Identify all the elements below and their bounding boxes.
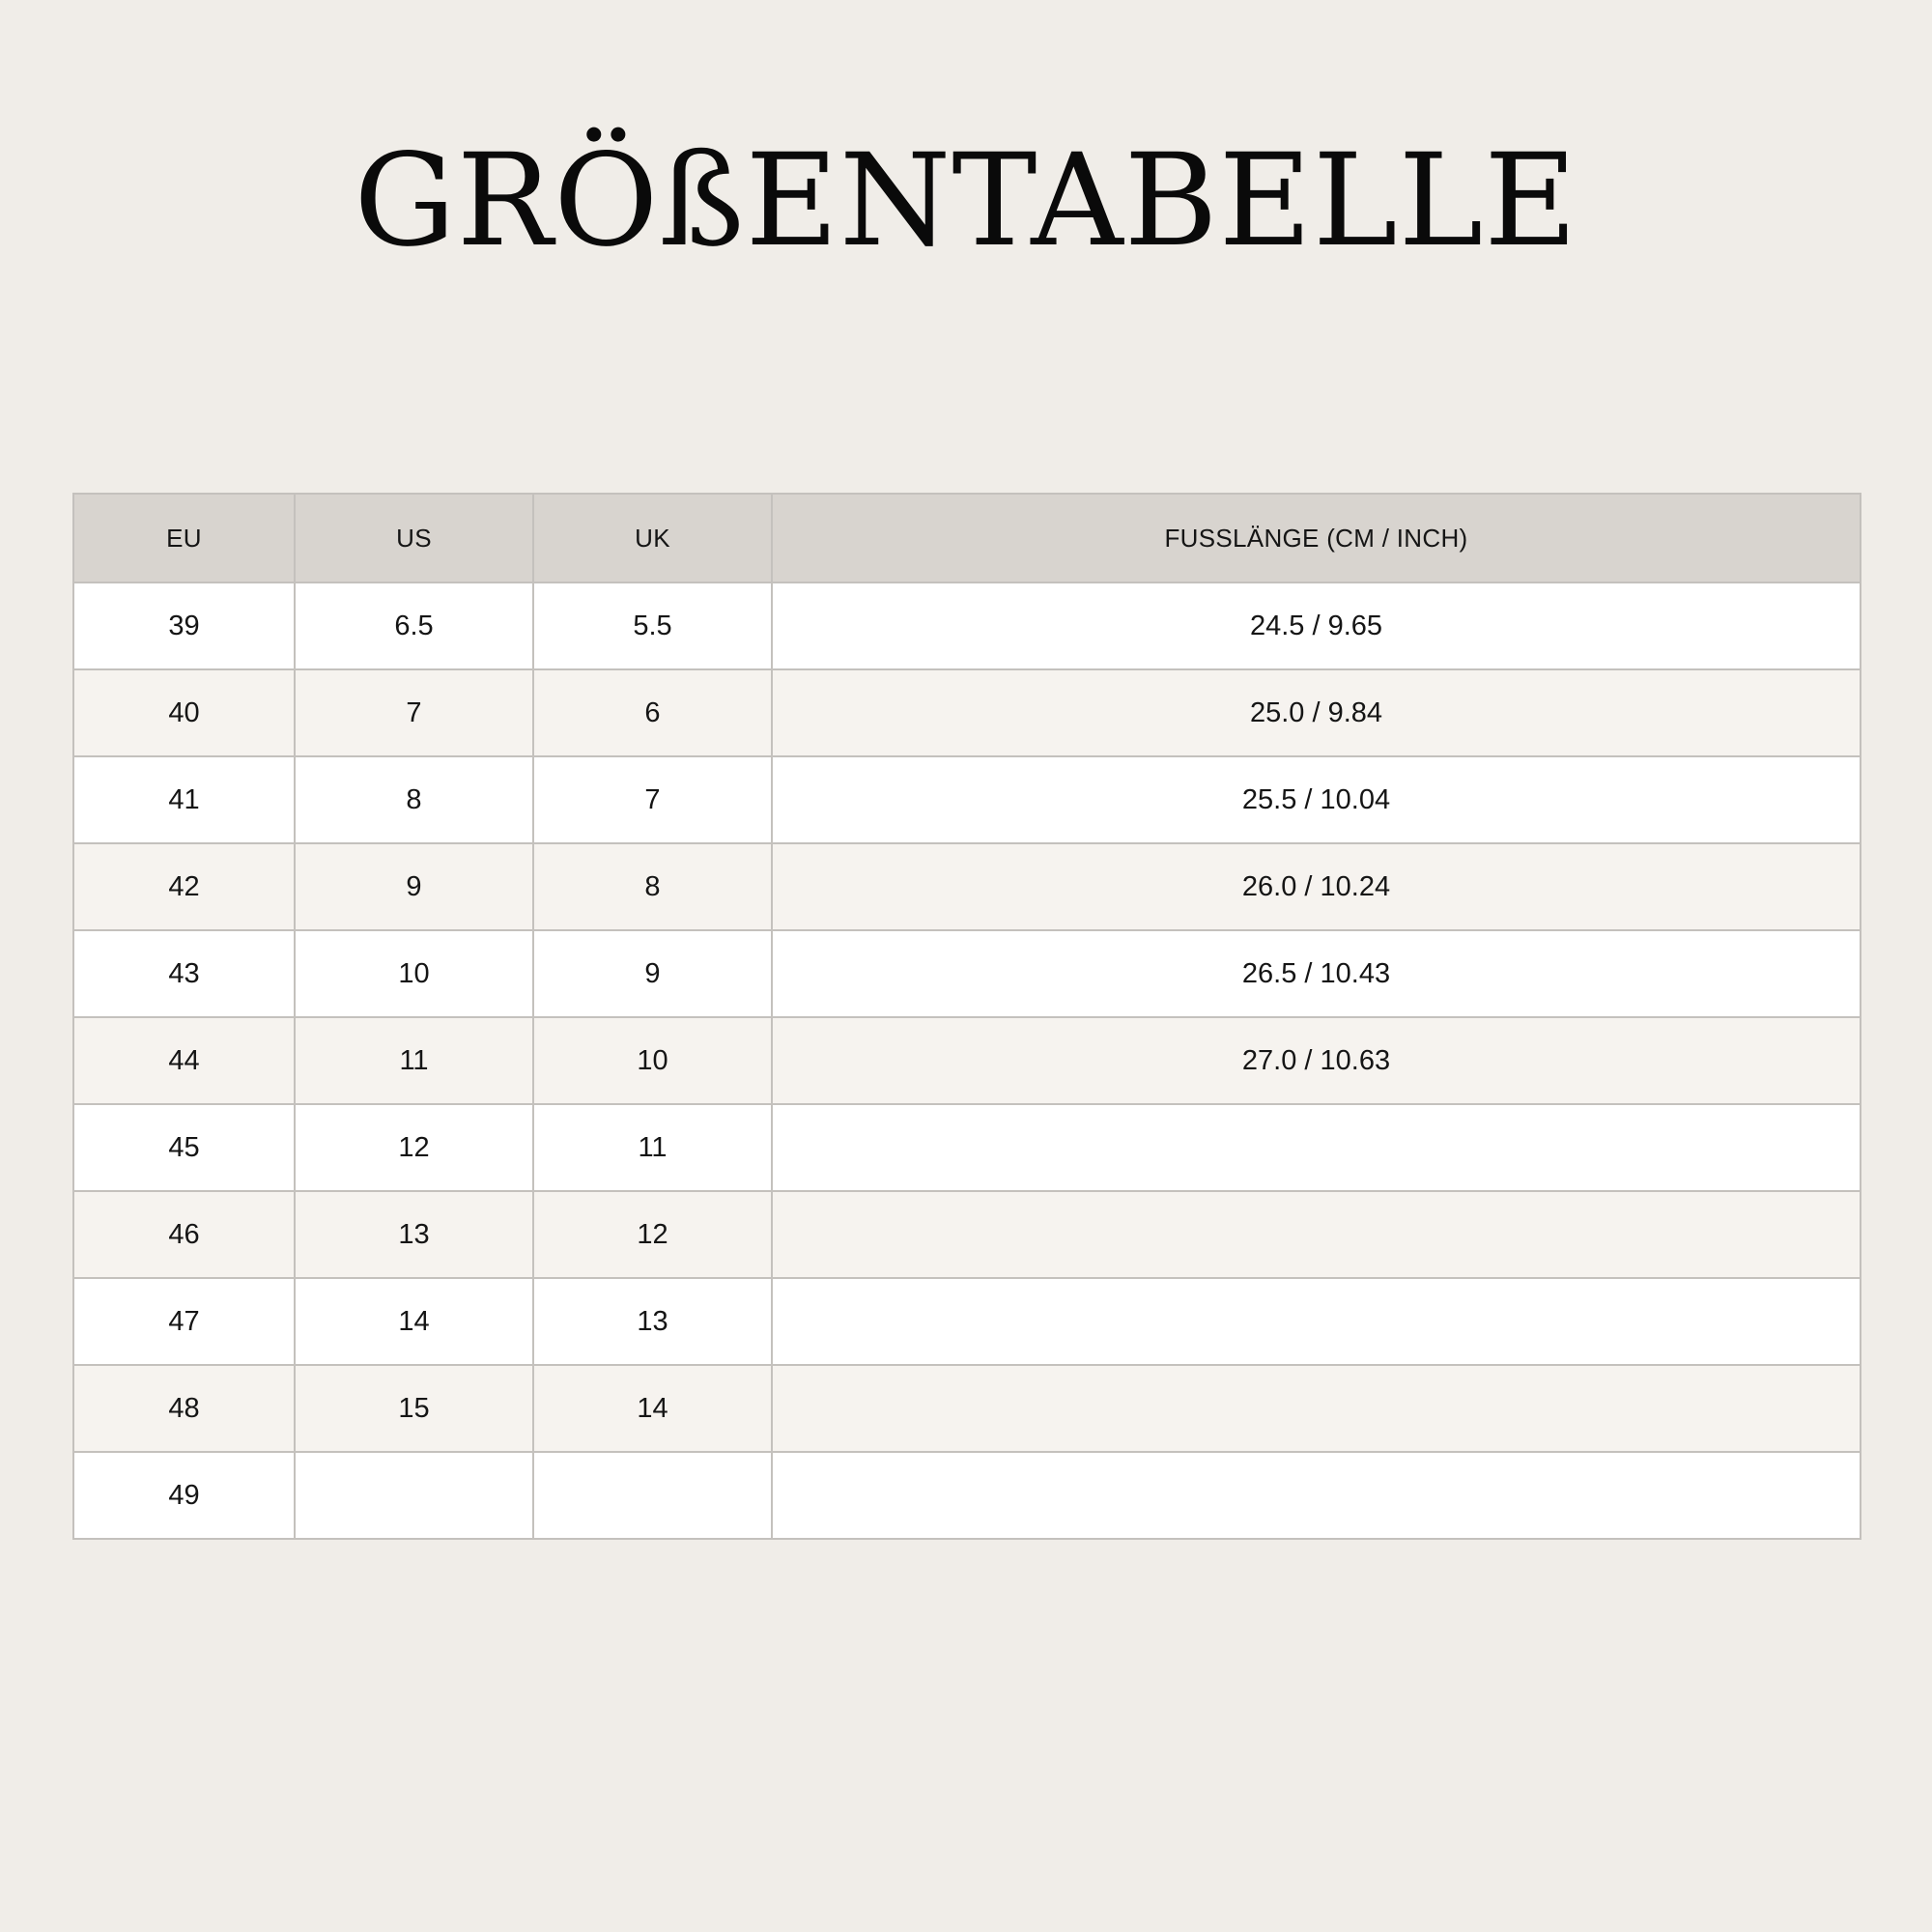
cell-foot-length: 27.0 / 10.63 xyxy=(772,1017,1861,1104)
table-row xyxy=(73,1017,1861,1104)
cell-foot-length xyxy=(772,1278,1861,1365)
cell-us: 6.5 xyxy=(295,582,533,669)
table-row xyxy=(73,1365,1861,1452)
cell-eu: 46 xyxy=(73,1191,295,1278)
cell-foot-length: 25.5 / 10.04 xyxy=(772,756,1861,843)
cell-foot-length xyxy=(772,1452,1861,1539)
cell-uk: 10 xyxy=(533,1017,772,1104)
cell-uk: 8 xyxy=(533,843,772,930)
table-header-row xyxy=(73,494,1861,582)
column-header-foot-length: FUSSLÄNGE (CM / INCH) xyxy=(772,494,1861,582)
cell-eu: 48 xyxy=(73,1365,295,1452)
cell-foot-length: 26.0 / 10.24 xyxy=(772,843,1861,930)
cell-foot-length xyxy=(772,1365,1861,1452)
cell-us: 12 xyxy=(295,1104,533,1191)
cell-us: 11 xyxy=(295,1017,533,1104)
table-row xyxy=(73,1452,1861,1539)
table-row xyxy=(73,669,1861,756)
column-header-uk: UK xyxy=(533,494,772,582)
cell-us xyxy=(295,1452,533,1539)
column-header-eu: EU xyxy=(73,494,295,582)
column-header-us: US xyxy=(295,494,533,582)
table-row xyxy=(73,1278,1861,1365)
cell-us: 8 xyxy=(295,756,533,843)
cell-foot-length: 24.5 / 9.65 xyxy=(772,582,1861,669)
cell-us: 13 xyxy=(295,1191,533,1278)
cell-uk: 9 xyxy=(533,930,772,1017)
cell-eu: 39 xyxy=(73,582,295,669)
cell-eu: 47 xyxy=(73,1278,295,1365)
cell-uk: 11 xyxy=(533,1104,772,1191)
table-row xyxy=(73,756,1861,843)
cell-uk: 7 xyxy=(533,756,772,843)
cell-us: 7 xyxy=(295,669,533,756)
table-row xyxy=(73,1104,1861,1191)
cell-eu: 41 xyxy=(73,756,295,843)
table-row xyxy=(73,1191,1861,1278)
cell-eu: 42 xyxy=(73,843,295,930)
cell-eu: 45 xyxy=(73,1104,295,1191)
cell-uk: 5.5 xyxy=(533,582,772,669)
cell-uk: 14 xyxy=(533,1365,772,1452)
cell-uk: 6 xyxy=(533,669,772,756)
cell-us: 15 xyxy=(295,1365,533,1452)
cell-foot-length: 26.5 / 10.43 xyxy=(772,930,1861,1017)
page-title: GRÖßENTABELLE xyxy=(354,127,1578,276)
cell-us: 10 xyxy=(295,930,533,1017)
cell-uk xyxy=(533,1452,772,1539)
table-row xyxy=(73,930,1861,1017)
size-table xyxy=(72,493,1861,1540)
table-row xyxy=(73,843,1861,930)
cell-eu: 43 xyxy=(73,930,295,1017)
cell-foot-length xyxy=(772,1191,1861,1278)
cell-eu: 40 xyxy=(73,669,295,756)
table-row xyxy=(73,582,1861,669)
cell-eu: 44 xyxy=(73,1017,295,1104)
cell-eu: 49 xyxy=(73,1452,295,1539)
cell-uk: 12 xyxy=(533,1191,772,1278)
cell-foot-length xyxy=(772,1104,1861,1191)
cell-foot-length: 25.0 / 9.84 xyxy=(772,669,1861,756)
cell-us: 9 xyxy=(295,843,533,930)
cell-uk: 13 xyxy=(533,1278,772,1365)
cell-us: 14 xyxy=(295,1278,533,1365)
